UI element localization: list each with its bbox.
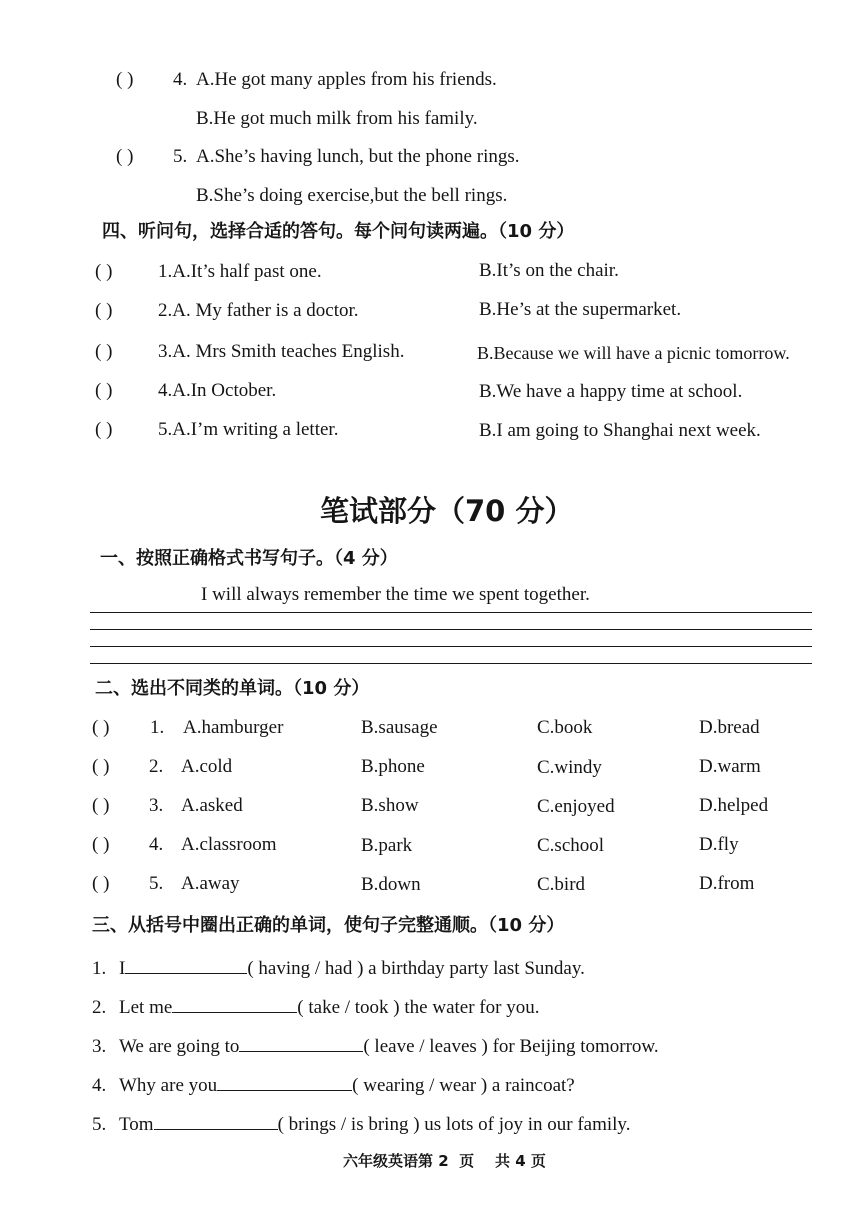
section-heading: 二、选出不同类的单词。（10 分） — [95, 678, 370, 699]
question-number: 4. — [173, 69, 188, 90]
option-d: D.fly — [699, 834, 739, 855]
option-c: C.enjoyed — [537, 796, 615, 817]
question-number: 2. — [149, 756, 164, 777]
writing-line[interactable] — [90, 612, 812, 613]
sentence-start: We are going to — [119, 1036, 240, 1057]
paren[interactable]: ( ) — [116, 146, 134, 167]
written-part-title: 笔试部分（70 分） — [320, 494, 574, 528]
writing-line[interactable] — [90, 646, 812, 647]
option-c: C.windy — [537, 757, 602, 778]
option-d: D.from — [699, 873, 755, 894]
question-number: 5. — [149, 873, 164, 894]
item-number: 2. — [92, 997, 107, 1018]
option-b: B.phone — [361, 756, 425, 777]
item-number: 1. — [92, 958, 107, 979]
answer-blank[interactable] — [125, 955, 247, 974]
option-b: B.He’s at the supermarket. — [479, 299, 682, 320]
paren[interactable]: ( ) — [92, 795, 110, 816]
paren[interactable]: ( ) — [95, 380, 113, 401]
paren[interactable]: ( ) — [92, 756, 110, 777]
option-c: C.bird — [537, 874, 586, 895]
sentence-end: ( leave / leaves ) for Beijing tomorrow. — [363, 1036, 659, 1057]
option-b: B.park — [361, 835, 413, 856]
option-b: B.I am going to Shanghai next week. — [479, 420, 761, 441]
option-b: B.show — [361, 795, 419, 816]
sentence-end: ( take / took ) the water for you. — [297, 997, 540, 1018]
writing-line[interactable] — [90, 629, 812, 630]
sentence-start: Tom — [119, 1114, 154, 1135]
question-number: 4. — [149, 834, 164, 855]
option-a: 4.A.In October. — [158, 380, 277, 401]
option-b: B.We have a happy time at school. — [479, 381, 743, 402]
writing-line[interactable] — [90, 663, 812, 664]
fill-sentence — [92, 1072, 575, 1097]
answer-blank[interactable] — [239, 1033, 363, 1052]
option-d: D.warm — [699, 756, 761, 777]
option-a: 1.A.It’s half past one. — [158, 261, 322, 282]
option-d: D.bread — [699, 717, 760, 738]
option-a: A.cold — [181, 756, 233, 777]
paren[interactable]: ( ) — [92, 717, 110, 738]
sentence-start: Let me — [119, 997, 173, 1018]
section-heading: 一、按照正确格式书写句子。（4 分） — [100, 548, 398, 569]
sentence-start: Why are you — [119, 1075, 218, 1096]
fill-sentence — [92, 1111, 630, 1136]
paren[interactable]: ( ) — [116, 69, 134, 90]
answer-blank[interactable] — [217, 1072, 352, 1091]
option-a: A.hamburger — [183, 717, 284, 738]
option-a: A.She’s having lunch, but the phone rings. — [196, 146, 520, 167]
option-b: B.He got much milk from his family. — [196, 108, 478, 129]
question-number: 1. — [150, 717, 165, 738]
copy-sentence: I will always remember the time we spent together. — [201, 584, 590, 605]
fill-sentence — [92, 1033, 659, 1058]
paren[interactable]: ( ) — [92, 834, 110, 855]
option-a: 5.A.I’m writing a letter. — [158, 419, 339, 440]
fill-sentence — [92, 994, 539, 1019]
question-number: 5. — [173, 146, 188, 167]
question-number: 3. — [149, 795, 164, 816]
page-footer: 六年级英语第 2 页 共 4 页 — [343, 1152, 546, 1170]
option-b: B.down — [361, 874, 421, 895]
option-b: B.sausage — [361, 717, 438, 738]
section-heading: 四、听问句，选择合适的答句。每个问句读两遍。（10 分） — [102, 221, 575, 242]
option-a: A.away — [181, 873, 240, 894]
option-d: D.helped — [699, 795, 769, 816]
paren[interactable]: ( ) — [95, 419, 113, 440]
paren[interactable]: ( ) — [92, 873, 110, 894]
sentence-end: ( wearing / wear ) a raincoat? — [352, 1075, 575, 1096]
answer-blank[interactable] — [172, 994, 297, 1013]
option-a: A.classroom — [181, 834, 277, 855]
option-c: C.book — [537, 717, 593, 738]
option-b: B.She’s doing exercise,but the bell rings. — [196, 185, 508, 206]
item-number: 3. — [92, 1036, 107, 1057]
sentence-end: ( brings / is bring ) us lots of joy in our family. — [277, 1114, 631, 1135]
answer-blank[interactable] — [154, 1111, 278, 1130]
item-number: 4. — [92, 1075, 107, 1096]
paren[interactable]: ( ) — [95, 341, 113, 362]
option-c: C.school — [537, 835, 605, 856]
paren[interactable]: ( ) — [95, 261, 113, 282]
paren[interactable]: ( ) — [95, 300, 113, 321]
option-a: 2.A. My father is a doctor. — [158, 300, 359, 321]
option-a: A.asked — [181, 795, 243, 816]
option-a: 3.A. Mrs Smith teaches English. — [158, 341, 405, 362]
option-b: B.Because we will have a picnic tomorrow. — [477, 343, 790, 363]
option-a: A.He got many apples from his friends. — [196, 69, 497, 90]
section-heading: 三、从括号中圈出正确的单词，使句子完整通顺。（10 分） — [92, 915, 565, 936]
fill-sentence — [92, 955, 585, 980]
option-b: B.It’s on the chair. — [479, 260, 619, 281]
item-number: 5. — [92, 1114, 107, 1135]
sentence-start: I — [119, 958, 126, 979]
sentence-end: ( having / had ) a birthday party last Sunday. — [247, 958, 585, 979]
